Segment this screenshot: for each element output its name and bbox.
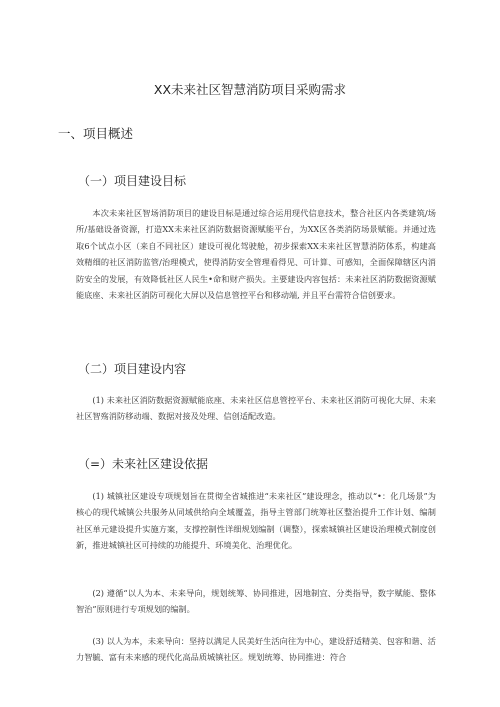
section-heading-overview: 一、项目概述 [58,126,134,141]
content-paragraph: (1) 未来社区消防数据资源赋能底座、未来社区信息管控平台、未来社区消防可视化大屏、未来社区智殇消防移动端、数据对接及处理、信创适配改造。 [76,395,436,422]
subsection-heading-goals: （一）项目建设目标 [78,174,187,188]
subsection-heading-content: （二）项目建设内容 [78,362,187,376]
basis-paragraph-3: (3) 以人为本，未来导向：坚持以满足人民美好生活向往为中心，建设舒适精美、包容和谐、活力智毓、富有未来感的现代化高品质城镇社区。规划统筹、协同推进：符合 [76,636,436,663]
goals-paragraph: 本次未来社区智场消防项目的建设目标是通过综合运用现代信息技术，整合社区内各类建筑/场所/基础设备资源，打造XX未来社区消防数据资源赋能平台，为XX区各类消防场景赋能。并通过选取6个试点小区（来自不同社区）建设可视化驾驶舱，初步探索XX未来社区智慧消防体系，构建高效精细的社区消防监管/治理模式，使得消防安全管理看得见、可计算、可感知，全面保障辖区内消防安全的发展，有效降低社区人民生•命和财产损失。主要建设内容包括：未来社区消防数据资源赋能底座、未来社区消防可视化大屏以及信息管控平台和移动端, 并且平台需符合信创要求。 [76,208,436,301]
basis-paragraph-1: (1) 城镇社区建设专项规划旨在贯彻全省城推进“未来社区”建设理念，推动以“•：化几场景”为核心的现代城镇公共服务从同域供给向全域覆盖，指导主管部门统筹社区整治提升工作计划、编制社区单元建设提升实施方案，支撑控制性详细规划编制（调整），探索城镇社区建设治理模式制度创新，推进城镇社区可持续的功能提升、环境美化、治理优化。 [76,491,436,551]
subsection-heading-basis: （=）未来社区建设依据 [78,457,209,471]
document-title: XX未来社区智慧消防项目采购需求 [153,82,347,97]
basis-paragraph-2: (2) 遵循“以人为本、未来导向，规划统筹、协同推进，因地制宜、分类指导，数字赋能、整体智治”原则进行专项规划的编制。 [76,588,436,615]
